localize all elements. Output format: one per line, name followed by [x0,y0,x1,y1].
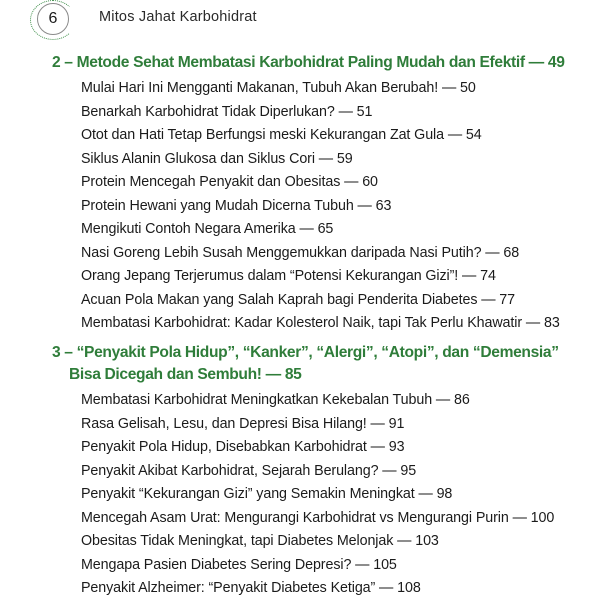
toc-entry: Otot dan Hati Tetap Berfungsi meski Kekurangan Zat Gula — 54 [81,127,482,143]
toc-entry: Protein Mencegah Penyakit dan Obesitas — 60 [81,174,378,190]
toc-entry: Mulai Hari Ini Mengganti Makanan, Tubuh Akan Berubah! — 50 [81,80,476,96]
chapter-2 [52,52,592,336]
page-header [0,0,600,40]
toc-entry: Rasa Gelisah, Lesu, dan Depresi Bisa Hilang! — 91 [81,415,405,432]
toc-entry: Penyakit Akibat Karbohidrat, Sejarah Berulang? — 95 [81,462,417,479]
toc-entry: Membatasi Karbohidrat Meningkatkan Kekebalan Tubuh — 86 [81,392,470,408]
chapter-entries [52,389,592,601]
chapter-title: 3 – “Penyakit Pola Hidup”, “Kanker”, “Alergi”, “Atopi”, dan “Demensia” [52,344,559,361]
toc-entry: Acuan Pola Makan yang Salah Kaprah bagi Penderita Diabetes — 77 [81,291,516,308]
page-number: 6 [37,3,69,35]
toc-entry: Siklus Alanin Glukosa dan Siklus Cori — 59 [81,150,353,167]
toc-entry: Penyakit “Kekurangan Gizi” yang Semakin Meningkat — 98 [81,486,453,502]
toc-entry: Mencegah Asam Urat: Mengurangi Karbohidrat vs Mengurangi Purin — 100 [81,509,555,526]
toc-entry: Membatasi Karbohidrat: Kadar Kolesterol Naik, tapi Tak Perlu Khawatir — 83 [81,315,560,331]
toc-entry: Penyakit Pola Hidup, Disebabkan Karbohidrat — 93 [81,439,405,455]
chapter-entries [52,77,592,336]
toc-entry: Mengikuti Contoh Negara Amerika — 65 [81,221,334,237]
chapter-title-continued: Bisa Dicegah dan Sembuh! — 85 [69,366,302,383]
chapter-3 [52,342,592,601]
running-title: Mitos Jahat Karbohidrat [99,9,257,25]
toc-entry: Orang Jepang Terjerumus dalam “Potensi Kekurangan Gizi”! — 74 [81,268,496,284]
chapter-title: 2 – Metode Sehat Membatasi Karbohidrat Paling Mudah dan Efektif — 49 [52,54,565,71]
toc-entry: Protein Hewani yang Mudah Dicerna Tubuh — 63 [81,197,392,214]
toc-entry: Nasi Goreng Lebih Susah Menggemukkan daripada Nasi Putih? — 68 [81,244,520,261]
toc-entry: Obesitas Tidak Meningkat, tapi Diabetes Melonjak — 103 [81,533,439,549]
toc-entry: Benarkah Karbohidrat Tidak Diperlukan? — 51 [81,103,373,120]
toc-entry: Mengapa Pasien Diabetes Sering Depresi? — 105 [81,556,397,573]
toc-entry: Penyakit Alzheimer: “Penyakit Diabetes Ketiga” — 108 [81,580,421,596]
